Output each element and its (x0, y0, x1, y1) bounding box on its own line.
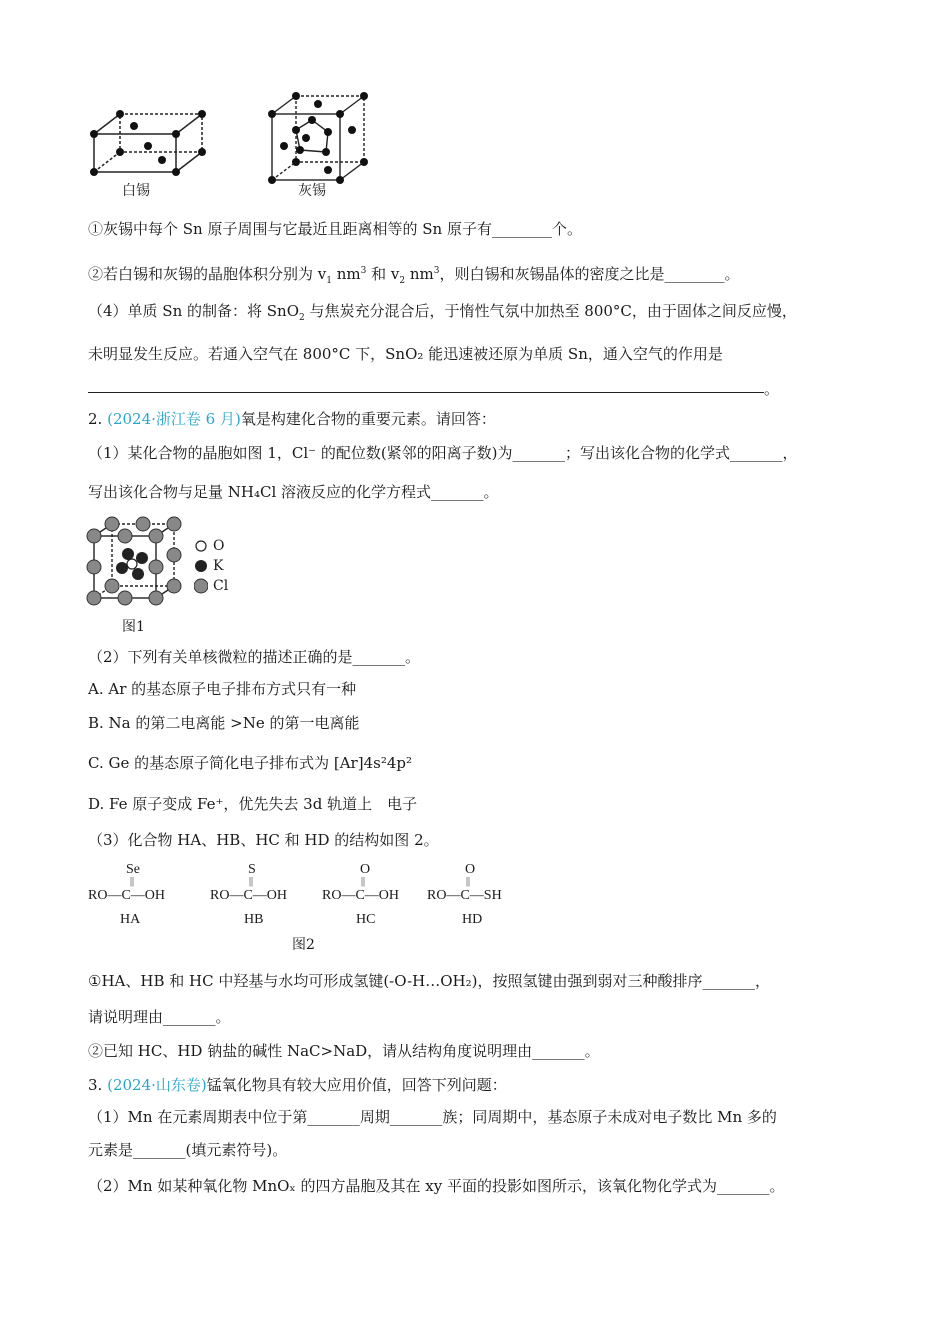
problem-2-header: 2. (2024·浙江卷 6 月)氧是构建化合物的重要元素。请回答： (88, 410, 496, 428)
question-line: 未明显发生反应。若通入空气在 800°C 下，SnO₂ 能迅速被还原为单质 Sn，通入空气的作用是 (88, 345, 723, 363)
question-line: ①HA、HB 和 HC 中羟基与水均可形成氢键(-O-H…OH₂)，按照氢键由强到弱对三种酸排序_______， (88, 972, 770, 990)
question-line: （4）单质 Sn 的制备：将 SnO$_2$ 与焦炭充分混合后，于惰性气氛中加热至 800°C，由于固体之间反应慢， (88, 302, 797, 323)
question-line: （1）Mn 在元素周期表中位于第_______周期_______族；同周期中，基态原子未成对电子数比 Mn 多的 (88, 1108, 777, 1126)
problem-3-header: 3. (2024·山东卷)锰氧化物具有较大应用价值，回答下列问题： (88, 1076, 507, 1094)
question-line: （3）化合物 HA、HB、HC 和 HD 的结构如图 2。 (88, 831, 439, 849)
problem-source: (2024·山东卷) (107, 1076, 207, 1094)
structure-top-atom: S (248, 862, 256, 877)
fig2-structures: Se || RO—C—OH HA S || RO—C—OH HB O || RO—C—OH HC O || RO—C—SH HD (88, 862, 502, 927)
question-line: ①灰锡中每个 Sn 原子周围与它最近且距离相等的 Sn 原子有________个。 (88, 220, 582, 238)
structure-name: HA (120, 912, 141, 927)
period: 。 (764, 380, 780, 398)
question-line: （2）Mn 如某种氧化物 MnOₓ 的四方晶胞及其在 xy 平面的投影如图所示，该氧化物化学式为_______。 (88, 1177, 785, 1195)
question-line: （1）某化合物的晶胞如图 1，Cl⁻ 的配位数(紧邻的阳离子数)为_______；写出该化合物的化学式_______， (88, 444, 798, 462)
structure-top-atom: O (360, 862, 371, 877)
legend-k: K (213, 558, 224, 574)
question-line: ②若白锡和灰锡的晶胞体积分别为 $v_1$ $nm^3$ 和 $v_2$ $nm^3$，则白锡和灰锡晶体的密度之比是________。 (88, 265, 740, 286)
problem-source: (2024·浙江卷 6 月) (107, 410, 241, 428)
structure-name: HB (244, 912, 264, 927)
question-line: （2）下列有关单核微粒的描述正确的是_______。 (88, 648, 421, 666)
structure-top-atom: O (465, 862, 476, 877)
option-b: B. Na 的第二电离能 >Ne 的第一电离能 (88, 714, 360, 732)
legend-cl: Cl (213, 578, 229, 594)
question-line: 元素是_______(填元素符号)。 (88, 1141, 288, 1159)
structure-top-atom: Se (126, 862, 140, 877)
structure-name: HC (356, 912, 376, 927)
fig1-caption: 图1 (122, 619, 145, 635)
legend-o: O (213, 538, 225, 554)
option-a: A. Ar 的基态原子电子排布方式只有一种 (88, 680, 357, 698)
option-d: D. Fe 原子变成 Fe⁺，优先失去 3d 轨道上 电子 (88, 795, 418, 813)
question-line: 写出该化合物与足量 NH₄Cl 溶液反应的化学方程式_______。 (88, 483, 499, 501)
question-line: 请说明理由_______。 (88, 1008, 231, 1026)
option-c: C. Ge 的基态原子简化电子排布式为 [Ar]4s²4p² (88, 754, 412, 772)
question-line: ②已知 HC、HD 钠盐的碱性 NaC>NaD，请从结构角度说明理由_______。 (88, 1042, 600, 1060)
gray-tin-cell-figure (266, 90, 370, 186)
fig1-crystal-cell (84, 516, 186, 608)
white-tin-label: 白锡 (122, 183, 150, 199)
fig2-caption: 图2 (292, 937, 315, 953)
structure-name: HD (462, 912, 483, 927)
gray-tin-label: 灰锡 (298, 183, 326, 199)
fig1-legend-markers (194, 538, 208, 598)
answer-blank[interactable] (88, 392, 764, 393)
